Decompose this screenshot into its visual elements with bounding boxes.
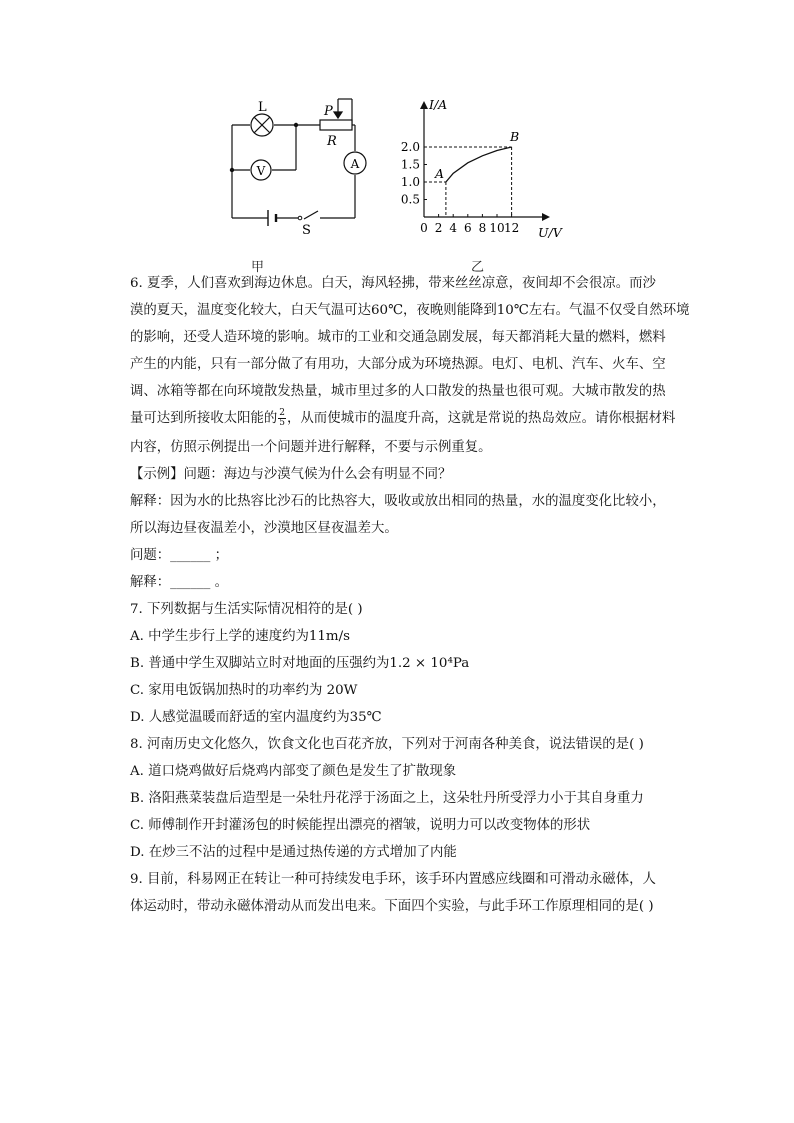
- junction-dot: [294, 123, 298, 127]
- x-tick-label: 6: [463, 221, 472, 235]
- y-tick-label: 1.5: [400, 157, 420, 172]
- y-axis-arrow: [420, 101, 428, 109]
- graph-axes: [424, 107, 544, 217]
- q6-frac-post: ，从而使城市的温度升高，这就是常说的热岛效应。请你根据材料: [287, 411, 676, 426]
- q7-option-b: B. 普通中学生双脚站立时对地面的压强约为1.2 × 10⁴Pa: [130, 656, 470, 671]
- q6-line-1: 6. 夏季，人们喜欢到海边休息。白天，海风轻拂，带来丝丝凉意，夜间却不会很凉。而沙: [130, 276, 656, 291]
- q6-explain-blank: 解释：______ 。: [130, 575, 228, 590]
- x-tick-label: 4: [449, 221, 458, 235]
- q6-example-question: 【示例】问题：海边与沙漠气候为什么会有明显不同？: [130, 467, 452, 482]
- q6-example-answer-2: 所以海边昼夜温差小，沙漠地区昼夜温差大。: [130, 521, 398, 536]
- q6-line-2: 漠的夏天，温度变化较大，白天气温可达60℃，夜晚则能降到10℃左右。气温不仅受自然环境: [130, 303, 690, 318]
- x-axis-arrow: [542, 213, 550, 221]
- x-axis-label: U/V: [538, 225, 562, 240]
- q8-option-c: C. 师傅制作开封灌汤包的时候能捏出漂亮的褶皱，说明力可以改变物体的形状: [130, 818, 591, 833]
- q7-option-d: D. 人感觉温暖而舒适的室内温度约为35℃: [130, 710, 382, 725]
- point-b-label: B: [510, 129, 520, 144]
- y-axis-label: I/A: [429, 97, 448, 112]
- q6-line-3: 的影响，还受人造环境的影响。城市的工业和交通急剧发展，每天都消耗大量的燃料，燃料: [130, 330, 666, 345]
- x-tick-label: 12: [503, 221, 520, 235]
- switch-label: S: [302, 223, 311, 238]
- q7-option-c: C. 家用电饭锅加热时的功率约为 20W: [130, 683, 358, 698]
- q6-line-5: 调、冰箱等都在向环境散发热量，城市里过多的人口散发的热量也很可观。大城市散发的热: [130, 384, 666, 399]
- fraction-two-fifths: [278, 409, 286, 428]
- point-a-label: A: [435, 166, 445, 181]
- q8-option-d: D. 在炒三不沾的过程中是通过热传递的方式增加了内能: [130, 845, 457, 860]
- resistor-label: R: [327, 134, 337, 149]
- circuit-diagram: [232, 99, 355, 226]
- switch-contact: [298, 216, 302, 220]
- question-content: [130, 270, 690, 920]
- q6-line-7: 内容，仿照示例提出一个问题并进行解释，不要与示例重复。: [130, 440, 492, 455]
- junction-dot: [230, 168, 234, 172]
- caption-jia: 甲: [251, 260, 265, 275]
- q7-stem: 7. 下列数据与生活实际情况相符的是( ): [130, 602, 363, 617]
- q6-ask-blank: 问题：______ ；: [130, 548, 228, 563]
- figure-area: [200, 95, 600, 275]
- caption-yi: 乙: [471, 260, 485, 275]
- y-tick-label: 2.0: [400, 140, 420, 154]
- ammeter-label: A: [350, 157, 360, 171]
- y-tick-label: 1.0: [400, 175, 420, 189]
- graph-dynamic: [401, 140, 519, 235]
- lamp-symbol: [251, 114, 273, 136]
- lamp-label: L: [258, 100, 267, 115]
- q8-option-a: A. 道口烧鸡做好后烧鸡内部变了颜色是发生了扩散现象: [130, 764, 457, 779]
- x-tick-label: 0: [420, 221, 428, 235]
- q6-line-4: 产生的内能，只有一部分做了有用功，大部分成为环境热源。电灯、电机、汽车、火车、空: [130, 357, 666, 372]
- q6-example-answer-1: 解释：因为水的比热容比沙石的比热容大，吸收或放出相同的热量，水的温度变化比较小，: [130, 494, 666, 509]
- y-tick-label: 0.5: [400, 192, 420, 207]
- q9-line-2: 体运动时，带动永磁体滑动从而发出电来。下面四个实验，与此手环工作原理相同的是( ): [130, 899, 654, 914]
- q8-option-b: B. 洛阳燕菜装盘后造型是一朵牡丹花浮于汤面之上，这朵牡丹所受浮力小于其自身重力: [130, 791, 644, 806]
- frac-num: 2: [279, 408, 286, 418]
- q8-stem: 8. 河南历史文化悠久，饮食文化也百花齐放，下列对于河南各种美食，说法错误的是( ): [130, 737, 644, 752]
- q9-line-1: 9. 目前，科易网正在转让一种可持续发电手环，该手环内置感应线圈和可滑动永磁体，人: [130, 872, 656, 887]
- q6-line-6: [130, 405, 690, 434]
- figure-svg: [200, 95, 600, 275]
- frac-den: 5: [279, 418, 286, 428]
- x-tick-label: 2: [434, 221, 443, 235]
- voltmeter-label: V: [256, 164, 266, 178]
- slider-label: P: [324, 104, 333, 119]
- iu-curve: [446, 147, 512, 182]
- x-tick-label: 8: [478, 221, 487, 235]
- x-tick-label: 10: [489, 221, 505, 235]
- rheostat-resistor: [320, 120, 352, 130]
- q7-option-a: A. 中学生步行上学的速度约为11m/s: [130, 629, 350, 644]
- q6-frac-pre: 量可达到所接收太阳能的: [130, 411, 278, 426]
